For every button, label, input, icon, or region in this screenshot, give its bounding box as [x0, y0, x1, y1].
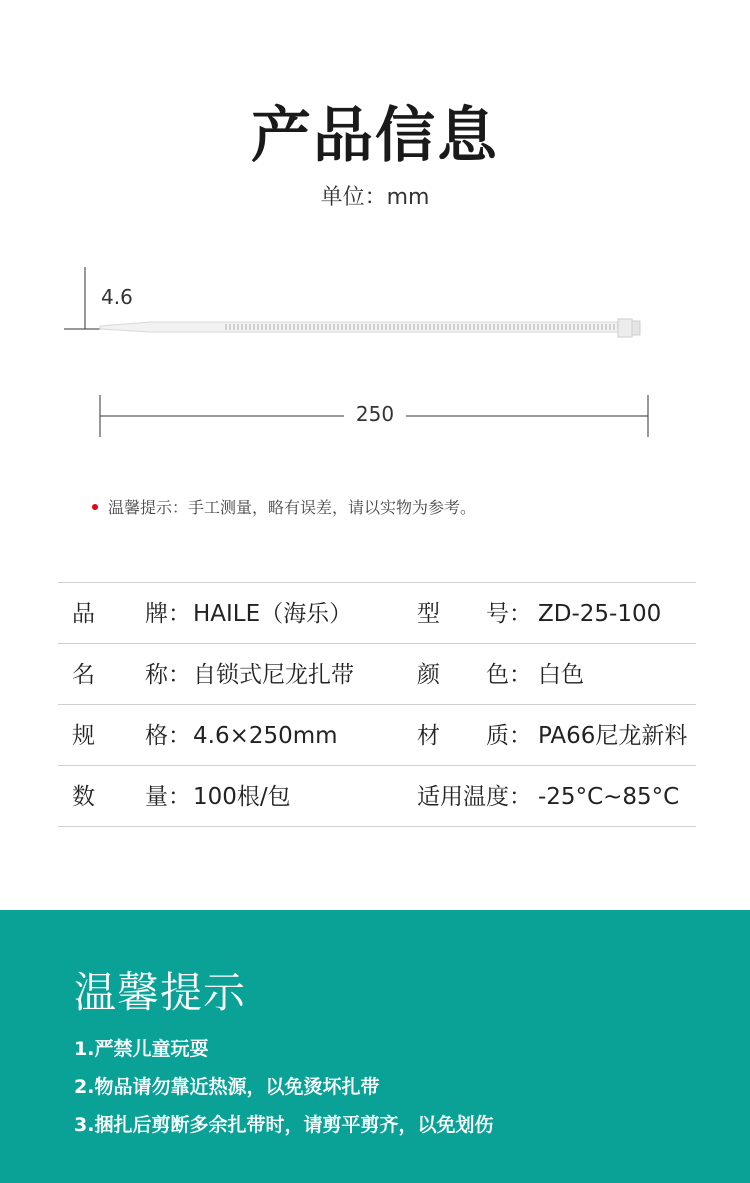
spec-value: -25°C~85°C: [538, 784, 680, 810]
spec-key: 质：: [486, 723, 532, 749]
cable-tie-head: [618, 319, 632, 337]
spec-key: 格：: [145, 723, 191, 749]
spec-key: 颜: [417, 662, 440, 688]
spec-key: 牌：: [145, 601, 191, 627]
spec-key: 量：: [145, 784, 191, 810]
unit-label: 单位：mm: [320, 185, 430, 210]
spec-value: PA66尼龙新料: [538, 723, 688, 749]
spec-key: 型: [417, 601, 440, 627]
tips-list: [74, 1036, 493, 1150]
spec-key: 数: [72, 784, 95, 810]
spec-row: [58, 644, 696, 705]
spec-key: 色：: [486, 662, 532, 688]
note-bullet-icon: [92, 504, 98, 510]
tip-item: 2.物品请勿靠近热源，以免烫坏扎带: [74, 1076, 380, 1098]
tip-item: 1.严禁儿童玩耍: [74, 1038, 209, 1060]
spec-key: 称：: [145, 662, 191, 688]
length-label: 250: [344, 402, 406, 426]
spec-key: 品: [72, 601, 95, 627]
spec-value: 白色: [538, 662, 584, 688]
spec-value: 4.6×250mm: [193, 723, 338, 749]
spec-key: 规: [72, 723, 95, 749]
note-text: 温馨提示：手工测量，略有误差，请以实物为参考。: [108, 498, 477, 517]
spec-row: [58, 766, 696, 827]
measurement-note: [92, 495, 476, 518]
cable-tie-diagram: [0, 255, 750, 455]
spec-table: [58, 582, 696, 827]
page-title: 产品信息: [251, 101, 499, 171]
spec-value: 100根/包: [193, 784, 291, 810]
spec-row: [58, 705, 696, 766]
spec-value: HAILE（海乐）: [193, 601, 353, 627]
tip-item: 3.捆扎后剪断多余扎带时，请剪平剪齐，以免划伤: [74, 1114, 494, 1136]
tips-section: [0, 910, 750, 1183]
spec-value: ZD-25-100: [538, 601, 662, 627]
spec-key: 适用温度：: [417, 784, 532, 810]
spec-row: [58, 583, 696, 644]
tips-title: 温馨提示: [74, 968, 247, 1017]
spec-key: 名: [72, 662, 95, 688]
cable-tie-head-end: [632, 321, 640, 335]
spec-value: 自锁式尼龙扎带: [193, 662, 354, 688]
spec-key: 材: [417, 723, 440, 749]
spec-key: 号：: [486, 601, 532, 627]
width-label: 4.6: [101, 285, 133, 309]
